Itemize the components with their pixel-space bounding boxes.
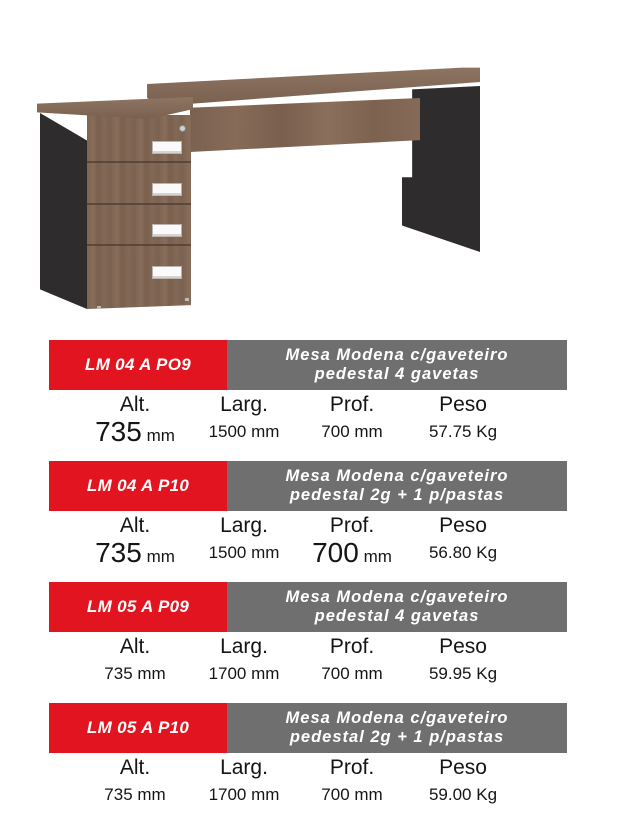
dimension-weight bbox=[405, 756, 521, 810]
height-value: 735 mm bbox=[104, 664, 166, 683]
product-description bbox=[227, 582, 567, 632]
depth-label: Prof. bbox=[329, 756, 375, 779]
product-image-desk bbox=[0, 0, 617, 330]
description-line-1: Mesa Modena c/gaveteiro bbox=[285, 467, 509, 485]
weight-value: 56.80 Kg bbox=[428, 543, 498, 562]
weight-label: Peso bbox=[439, 393, 487, 416]
dimension-height bbox=[79, 635, 191, 689]
width-label: Larg. bbox=[220, 756, 268, 779]
depth-value: 700 mm bbox=[312, 537, 392, 568]
dimensions-row bbox=[49, 514, 567, 578]
product-description bbox=[227, 703, 567, 753]
width-value: 1700 mm bbox=[208, 664, 280, 683]
height-label: Alt. bbox=[119, 393, 151, 416]
dimensions-row bbox=[49, 756, 567, 820]
dimension-depth bbox=[299, 393, 405, 447]
width-label: Larg. bbox=[220, 393, 268, 416]
description-line-1: Mesa Modena c/gaveteiro bbox=[285, 346, 509, 364]
pedestal-foot bbox=[97, 306, 101, 309]
spec-header bbox=[49, 582, 567, 632]
width-label: Larg. bbox=[220, 635, 268, 658]
dimension-weight bbox=[405, 393, 521, 447]
dimension-depth bbox=[299, 514, 405, 572]
height-value: 735 mm bbox=[95, 416, 175, 447]
drawer-handle-icon bbox=[152, 141, 182, 154]
weight-value: 59.00 Kg bbox=[428, 785, 498, 804]
dimension-width bbox=[191, 393, 297, 447]
height-value: 735 mm bbox=[95, 537, 175, 568]
height-label: Alt. bbox=[119, 756, 151, 779]
dimension-height bbox=[79, 393, 191, 451]
weight-value: 59.95 Kg bbox=[428, 664, 498, 683]
product-spec-block bbox=[49, 340, 567, 461]
pedestal-foot bbox=[185, 298, 189, 301]
dimensions-row bbox=[49, 393, 567, 457]
drawer-divider bbox=[87, 203, 191, 205]
description-line-1: Mesa Modena c/gaveteiro bbox=[285, 709, 509, 727]
dimension-height bbox=[79, 514, 191, 572]
product-code: LM 04 A PO9 bbox=[49, 340, 227, 390]
drawer-handle-icon bbox=[152, 183, 182, 196]
drawer-divider bbox=[87, 244, 191, 246]
depth-label: Prof. bbox=[329, 393, 375, 416]
product-description bbox=[227, 461, 567, 511]
description-line-2: pedestal 4 gavetas bbox=[314, 365, 480, 383]
product-code: LM 04 A P10 bbox=[49, 461, 227, 511]
description-line-1: Mesa Modena c/gaveteiro bbox=[285, 588, 509, 606]
weight-label: Peso bbox=[439, 756, 487, 779]
width-value: 1700 mm bbox=[208, 785, 280, 804]
product-spec-block bbox=[49, 582, 567, 703]
dimensions-row bbox=[49, 635, 567, 699]
dimension-width bbox=[191, 635, 297, 689]
depth-value: 700 mm bbox=[321, 785, 383, 804]
depth-label: Prof. bbox=[329, 514, 375, 537]
dimension-depth bbox=[299, 756, 405, 810]
depth-value: 700 mm bbox=[321, 664, 383, 683]
height-label: Alt. bbox=[119, 635, 151, 658]
weight-label: Peso bbox=[439, 635, 487, 658]
description-line-2: pedestal 2g + 1 p/pastas bbox=[289, 728, 505, 746]
product-spec-block bbox=[49, 703, 567, 824]
dimension-depth bbox=[299, 635, 405, 689]
dimension-height bbox=[79, 756, 191, 810]
depth-value: 700 mm bbox=[321, 422, 383, 441]
description-line-2: pedestal 4 gavetas bbox=[314, 607, 480, 625]
description-line-2: pedestal 2g + 1 p/pastas bbox=[289, 486, 505, 504]
product-code: LM 05 A P10 bbox=[49, 703, 227, 753]
width-label: Larg. bbox=[220, 514, 268, 537]
lock-icon bbox=[179, 125, 186, 132]
dimension-weight bbox=[405, 514, 521, 568]
drawer-handle-icon bbox=[152, 224, 182, 237]
width-value: 1500 mm bbox=[208, 422, 280, 441]
drawer-divider bbox=[87, 161, 191, 163]
height-label: Alt. bbox=[119, 514, 151, 537]
spec-header bbox=[49, 703, 567, 753]
spec-header bbox=[49, 340, 567, 390]
product-spec-block bbox=[49, 461, 567, 582]
product-description bbox=[227, 340, 567, 390]
dimension-weight bbox=[405, 635, 521, 689]
dimension-width bbox=[191, 756, 297, 810]
desk-modesty-panel bbox=[190, 98, 420, 152]
pedestal-side bbox=[40, 113, 87, 309]
spec-header bbox=[49, 461, 567, 511]
weight-value: 57.75 Kg bbox=[428, 422, 498, 441]
dimension-width bbox=[191, 514, 297, 568]
height-value: 735 mm bbox=[104, 785, 166, 804]
product-code: LM 05 A P09 bbox=[49, 582, 227, 632]
width-value: 1500 mm bbox=[208, 543, 280, 562]
depth-label: Prof. bbox=[329, 635, 375, 658]
weight-label: Peso bbox=[439, 514, 487, 537]
drawer-handle-icon bbox=[152, 266, 182, 279]
